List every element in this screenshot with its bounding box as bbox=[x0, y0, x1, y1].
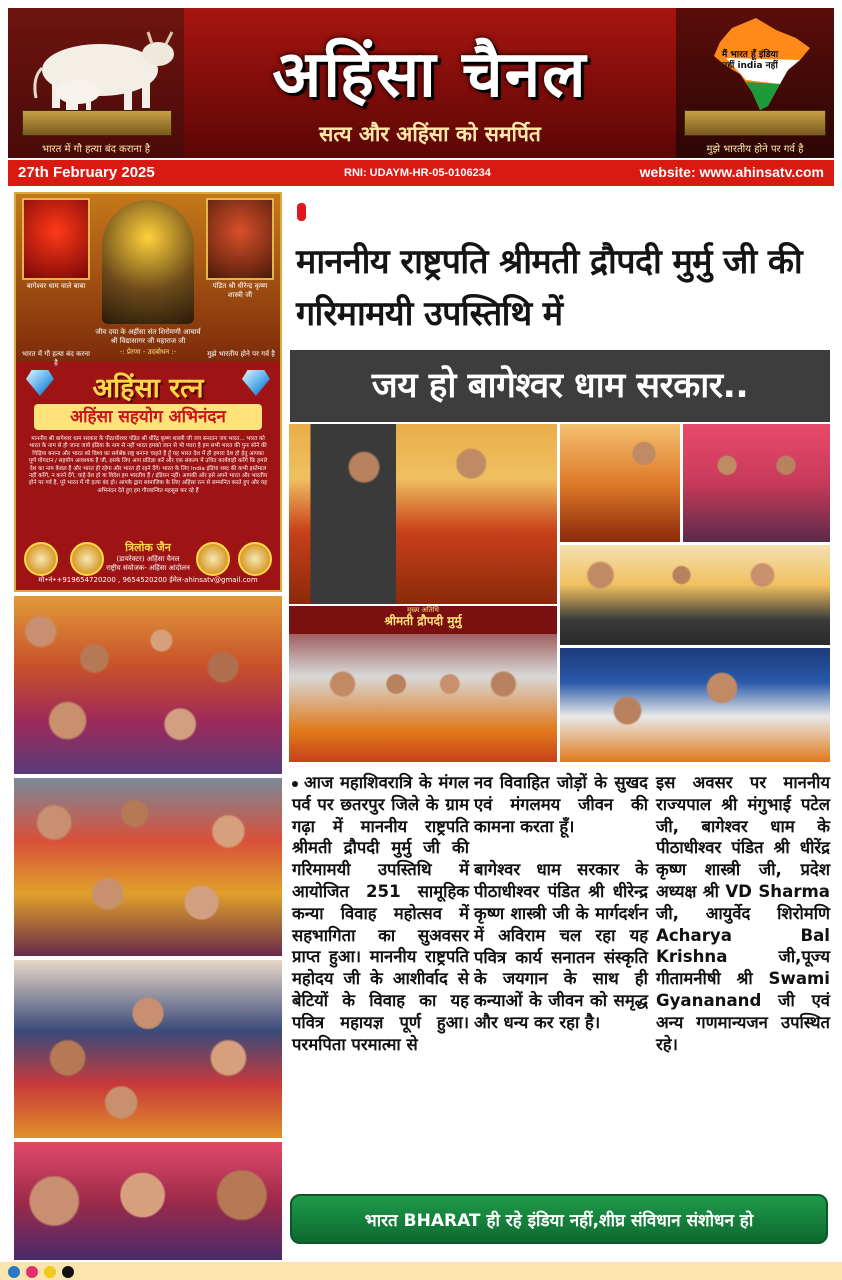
color-dot bbox=[8, 1266, 20, 1278]
article-text: बागेश्वर धाम सरकार के पीठाधीश्वर पंडित श्री धीरेन्द्र कृष्ण शास्त्री जी के मार्गदर्शन में अविराम चल रहा यह पवित्र कार्य सनातन संस्कृति के जयगान के साथ ही कन्याओं के जीवन को समृद्ध और धन्य कर रहा है। bbox=[474, 860, 648, 1032]
crowd-photo bbox=[14, 1142, 282, 1260]
ad-right-slogan: मुझे भारतीय होने पर गर्व है bbox=[207, 350, 275, 358]
monk-caption: जीव दया के अहींसा संत शिरोमणी आचार्य श्री विद्यासागर जी महाराज जी bbox=[95, 328, 201, 345]
map-text: मैं भारत हूँ इंडिया नहीं india नहीं bbox=[721, 50, 779, 71]
inspiration-label: -: प्रेरणा - उदबोधन :- bbox=[119, 348, 177, 356]
event-photo bbox=[683, 424, 830, 542]
cow-icon bbox=[8, 8, 184, 118]
article-column-1 bbox=[292, 772, 469, 1055]
photo-banner-text: श्रीमती द्रौपदी मुर्मु bbox=[384, 614, 462, 628]
headline: माननीय राष्ट्रपति श्रीमती द्रौपदी मुर्मु जी की गरिमामयी उपस्तिथि में bbox=[296, 242, 803, 334]
date-bar bbox=[8, 160, 834, 186]
monk-image bbox=[102, 200, 194, 324]
article-column-3 bbox=[656, 772, 830, 1055]
ad-contact: मो•नं•+919654720200 , 9654520200 ईमेल-ahinsatv@gmail.com bbox=[38, 576, 258, 584]
deity-right-image bbox=[206, 198, 274, 280]
seal-icon bbox=[238, 542, 272, 576]
photo-banner-label: मुख्य अतिथि bbox=[406, 606, 439, 614]
event-photo bbox=[560, 545, 830, 645]
masthead-left-panel bbox=[8, 8, 184, 158]
crowd-photo bbox=[14, 778, 282, 956]
cow-plinth bbox=[22, 110, 172, 136]
signatory-name: त्रिलोक जैन bbox=[125, 541, 171, 554]
map-plinth bbox=[684, 110, 826, 136]
headline-marker bbox=[297, 203, 306, 221]
crowd-photo bbox=[14, 596, 282, 774]
crowd-photo bbox=[14, 960, 282, 1138]
masthead bbox=[8, 8, 834, 158]
ad-body-text: माननीय श्री बागेश्वर धाम सरकार के पीठाधीश्वर पंडित श्री धीरेंद्र कृष्ण शास्त्री जी जय सनातन जय भारत... भारत को भारत के नाम से ही जाना जाये इंडिया के नाम से नहीं भारत हमको जान से भी प्यारा है हम सभी भारत की पुनः सोने की चिड़िया बनाना और भारत को विश्व का सर्वश्रेष्ठ राष्ट्र बनाना चाहते हैं हूँ यह भारत देश में ही हमारा देश हो हेतु आपका पूर्ण योगदान / सहयोग आवश्यक है जी, इसके लिए आप प्रतिज्ञा करें और एक संकल्प में उचित कार्यवाही करेंगे कि हमारे देश का नाम केवल है और भारत ही रहेगा और भारत ही रहने देंगे। भारत के लिए India इंडिया शब्द की कभी इस्तेमाल नहीं करेंगे, न करने देंगे, चाहे देश हो या विदेश हम भारतीय हैं / इंडियन नहीं। आपकी ओर इसे अपने भारत और भारतीय होने पर गर्व है, पूरे भारत में गौ हत्या बंद हो। आपके द्वारा सामाजिक के लिए अहिंसा रत्न से सम्मानित करते हुए और यह अभिनंदन देते हुए हम गौरवान्वित महसूस कर रहे हैं bbox=[28, 436, 268, 494]
issue-date: 27th February 2025 bbox=[18, 164, 155, 181]
color-dot bbox=[44, 1266, 56, 1278]
article-text: इस अवसर पर माननीय राज्यपाल श्री मंगुभाई पटेल जी, बागेश्वर धाम के पीठाधीश्वर पंडित श्री धीरेंद्र कृष्ण शास्त्री जी, प्रदेश अध्यक्ष श्री VD Sharma जी, आयुर्वेद शिरोमणि Acharya Bal Krishna जी,पूज्य गीतामनीषी श्री Swami Gyananand जी एवं अन्य गणमान्यजन उपस्थित रहे। bbox=[656, 773, 830, 1054]
article-text: नव विवाहित जोड़ों के सुखद एवं मंगलमय जीवन की कामना करता हूँ। bbox=[474, 773, 648, 836]
event-photo bbox=[560, 648, 830, 762]
masthead-left-caption: भारत में गौ हत्या बंद कराना है bbox=[41, 144, 151, 155]
masthead-title: अहिंसा चैनल bbox=[272, 38, 588, 112]
event-photo bbox=[560, 424, 680, 542]
signatory-role: (डायरेक्टर) अहिंसा चैनल राष्ट्रीय संयोजक- अहिंसा आंदोलन bbox=[106, 555, 190, 572]
event-photo bbox=[289, 606, 557, 762]
masthead-center-panel bbox=[184, 8, 676, 158]
bullet-icon bbox=[292, 781, 298, 787]
masthead-right-panel bbox=[676, 8, 834, 158]
ad-left-slogan: भारत में गौ हत्या बंद करना है bbox=[22, 350, 90, 367]
deity-left-caption: बागेश्वर धाम वाले बाबा bbox=[26, 282, 86, 290]
deity-right-caption: पंडित श्री धीरेन्द्र कृष्ण शास्त्री जी bbox=[212, 282, 268, 299]
deity-left-image bbox=[22, 198, 90, 280]
article-text: आज महाशिवरात्रि के मंगल पर्व पर छतरपुर जिले के ग्राम गढ़ा में माननीय राष्ट्रपति श्रीमती द्रौपदी मुर्मु जी की गरिमामयी उपस्तिथि में आयोजित 251 सामूहिक कन्या विवाह महोत्सव में सहभागिता का सुअवसर प्राप्त हुआ। माननीय राष्ट्रपति महोदय जी के आशीर्वाद से बेटियों के विवाह का यह पवित्र महायज्ञ पूर्ण हुआ। परमपिता परमात्मा से bbox=[292, 773, 469, 1054]
event-photo-collage bbox=[289, 424, 830, 762]
masthead-tagline: सत्य और अहिंसा को समर्पित bbox=[319, 121, 541, 146]
color-dot bbox=[26, 1266, 38, 1278]
event-photo bbox=[289, 424, 557, 604]
color-dot bbox=[62, 1266, 74, 1278]
slogan-banner: भारत BHARAT ही रहे इंडिया नहीं,शीघ्र संविधान संशोधन हो bbox=[290, 1194, 828, 1244]
ad-image-band bbox=[16, 194, 280, 367]
subheadline-banner: जय हो बागेश्वर धाम सरकार.. bbox=[290, 350, 830, 422]
seal-icon bbox=[24, 542, 58, 576]
rni-number: RNI: UDAYM-HR-05-0106234 bbox=[344, 167, 491, 179]
ad-title: अहिंसा रत्न bbox=[92, 373, 204, 404]
ad-subtitle: अहिंसा सहयोग अभिनंदन bbox=[34, 404, 262, 430]
footer-strip bbox=[0, 1262, 842, 1280]
website-link[interactable]: website: www.ahinsatv.com bbox=[639, 164, 824, 180]
masthead-right-caption: मुझे भारतीय होने पर गर्व है bbox=[706, 144, 804, 155]
ahinsa-ratna-ad bbox=[14, 192, 282, 592]
article-column-2 bbox=[474, 772, 648, 1034]
